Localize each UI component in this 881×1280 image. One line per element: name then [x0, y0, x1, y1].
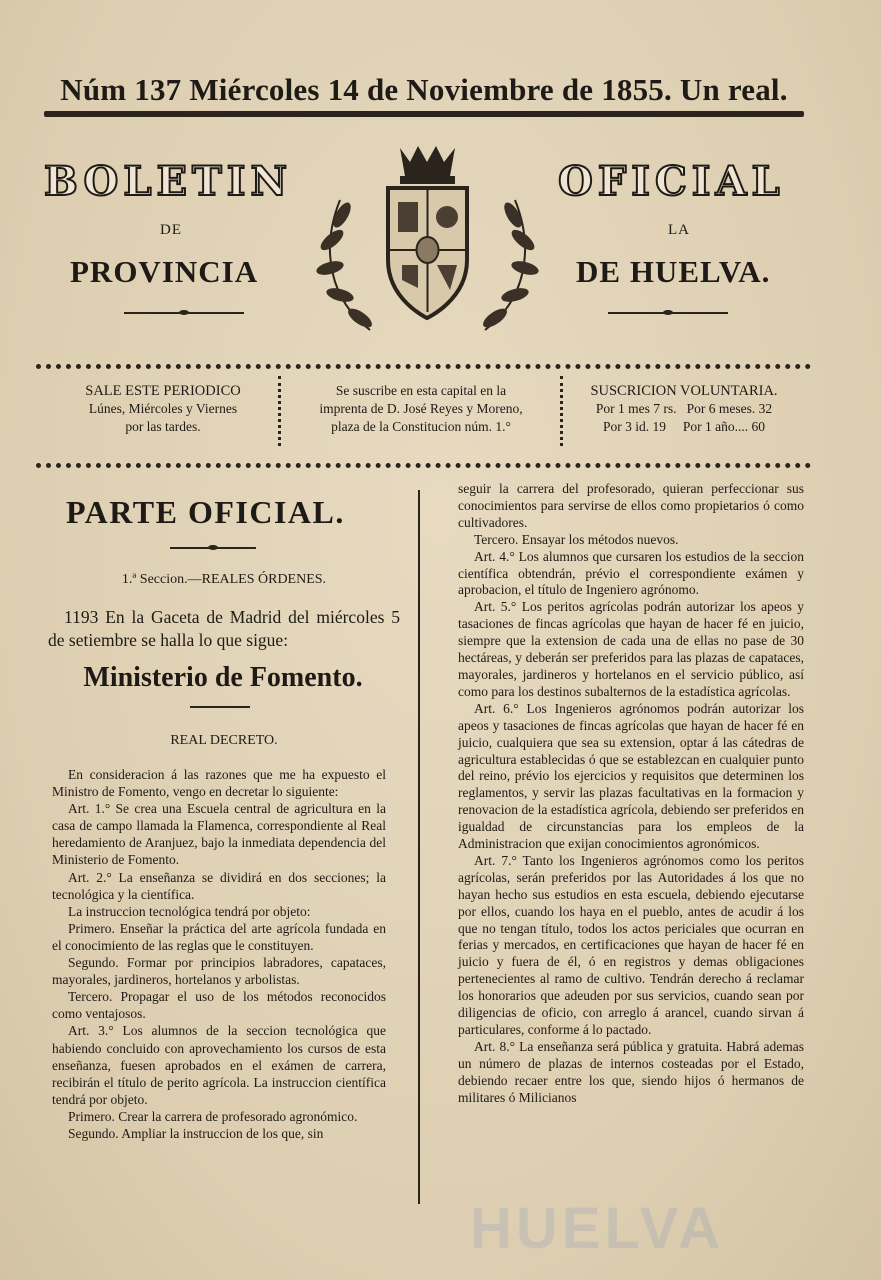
info-col1-line3: por las tardes. [125, 419, 201, 434]
issue-masthead: Núm 137 Miércoles 14 de Noviembre de 1855. Un real. [60, 72, 788, 107]
gaceta-intro [48, 606, 400, 652]
right-para: Art. 5.° Los peritos agrícolas podrán autorizar los apeos y tasaciones de fincas agrícolas que hayan de hacer fé en juicio, siempre que la extension de cada una de ellas no pase de 30 hectáreas, y deberán ser preferidos para las plazas de capataces, mayorales, jardineros y hortelanos en el servicio público, así como para los destinos subalternos de la estadística agrícolas. [458, 599, 804, 699]
left-ornament-dot [179, 310, 189, 315]
info-col1-line1: SALE ESTE PERIODICO [85, 383, 241, 399]
right-column-text [458, 481, 804, 1107]
section-heading: PARTE OFICIAL. [66, 494, 345, 530]
right-para: Tercero. Ensayar los métodos nuevos. [474, 531, 679, 547]
title-de-huelva: DE HUELVA. [576, 254, 771, 289]
info-col2-line3: plaza de la Constitucion núm. 1.° [331, 419, 511, 434]
info-col2-line2: imprenta de D. José Reyes y Moreno, [319, 401, 523, 416]
info-col3-line1: SUSCRICION VOLUNTARIA. [590, 383, 778, 399]
info-subscription-place [290, 382, 552, 436]
left-para: Art. 2.° La enseñanza se dividirá en dos secciones; la tecnológica y la científica. [52, 869, 386, 902]
right-para: Art. 4.° Los alumnos que cursaren los estudios de la seccion científica obtendrán, prévio el correspondiente exámen y aprobacion, el título de Ingeniero agrónomo. [458, 548, 804, 598]
decree-title: REAL DECRETO. [170, 733, 278, 748]
left-para: Segundo. Formar por principios labradores, capataces, mayorales, jardineros, hortelanos y arbolistas. [52, 955, 386, 988]
masthead-rule [44, 111, 804, 117]
right-para: seguir la carrera del profesorado, quieran perfeccionar sus conocimientos para servirse de ellos como propietarios ó como cultivadores. [458, 481, 804, 530]
left-para: Primero. Crear la carrera de profesorado agronómico. [68, 1108, 358, 1124]
info-separator-right [560, 376, 567, 446]
ministry-title: Ministerio de Fomento. [83, 662, 363, 693]
left-para: Art. 3.° Los alumnos de la seccion tecnológica que habiendo concluido con aprovechamiento los cursos de esta enseñanza, fuesen aprobados en el exámen de carrera, recibirán el título de perito agrícola. La instruccion científica tendrá por objeto. [52, 1023, 386, 1107]
info-separator-left [278, 376, 285, 446]
left-para: Art. 1.° Se crea una Escuela central de agricultura en la casa de campo llamada la Flamenca, correspondiente al Real heredamiento de Aranjuez, bajo la inmediata dependencia del Ministerio de Fomento. [52, 801, 386, 868]
title-de: DE [160, 222, 182, 238]
right-para: Art. 8.° La enseñanza será pública y gratuita. Habrá ademas un número de plazas de internos costeadas por el Estado, debiendo recaer entre los que, siendo hijos ó hermanos de militares ó Milicianos [458, 1038, 804, 1105]
title-oficial: OFICIAL [558, 158, 785, 205]
info-col3-line3: Por 3 id. 19 Por 1 año.... 60 [603, 419, 765, 434]
left-para: En consideracion á las razones que me ha expuesto el Ministro de Fomento, vengo en decretar lo siguiente: [52, 767, 386, 800]
left-para: Tercero. Propagar el uso de los métodos reconocidos como ventajosos. [52, 989, 386, 1022]
right-para: Art. 7.° Tanto los Ingenieros agrónomos como los peritos agrícolas, serán preferidos por las Autoridades á los que no hayan hecho sus estudios en esta escuela, debiendo ejecutarse por ellos, cuando los haya en el pueblo, antes de acudir á los que no tengan título, todos los actos periciales que ocurran en ferias y mercados, en certificaciones que hayan de hacer fé en juicio y fuera de él, ó en registros y demas obligaciones pertenecientes al ramo de cultivo. Tendrán derecho á reclamar los honorarios que adeuden por sus servicios, cuando sean por diligencias de oficio, con arreglo á arancel, cuando sirvan á particulares, conforme á lo pactado. [458, 852, 804, 1037]
archive-watermark: HUELVA [470, 1196, 724, 1261]
info-col1-line2: Lúnes, Miércoles y Viernes [88, 401, 238, 416]
left-para: Segundo. Ampliar la instruccion de los que, sin [68, 1125, 324, 1141]
section-subtitle: 1.ª Seccion.—REALES ÓRDENES. [121, 572, 327, 587]
heading-ornament-dot [208, 545, 218, 550]
title-provincia: PROVINCIA [70, 254, 259, 289]
left-column-text [52, 766, 386, 1142]
info-subscription-prices [570, 382, 798, 436]
left-para: La instruccion tecnológica tendrá por objeto: [68, 903, 311, 919]
coat-of-arms-emblem [300, 140, 555, 340]
intro-text: 1193 En la Gaceta de Madrid del miércoles 5 de setiembre se halla lo que sigue: [48, 607, 400, 650]
title-boletin: BOLETIN [44, 158, 293, 205]
left-para: Primero. Enseñar la práctica del arte agrícola fundada en el conocimiento de las reglas que le constituyen. [52, 920, 386, 953]
right-ornament-dot [663, 310, 673, 315]
ministry-ornament [190, 706, 250, 708]
info-col2-line1: Se suscribe en esta capital en la [335, 383, 507, 398]
title-la: LA [668, 222, 690, 238]
info-col3-line2: Por 1 mes 7 rs. Por 6 meses. 32 [595, 401, 773, 416]
info-publication-days [54, 382, 272, 436]
column-divider [418, 490, 420, 1204]
right-para: Art. 6.° Los Ingenieros agrónomos podrán autorizar los apeos y tasaciones de fincas agrícolas que hayan de hacer fé en juicio, cualquiera que sea su extension, optar á las cátedras de agricultura establecidas ó que se establezcan en cualquier punto del reino, prévio los ejercicios y requisitos que determinen los reglamentos, y servir las plazas facultativas en la formacion y renovacion de la estadística agrícola, debiendo ser preferidos en igualdad de circunstancias para los empleos de la Administracion que exijan conocimientos agronómicos. [458, 700, 804, 852]
